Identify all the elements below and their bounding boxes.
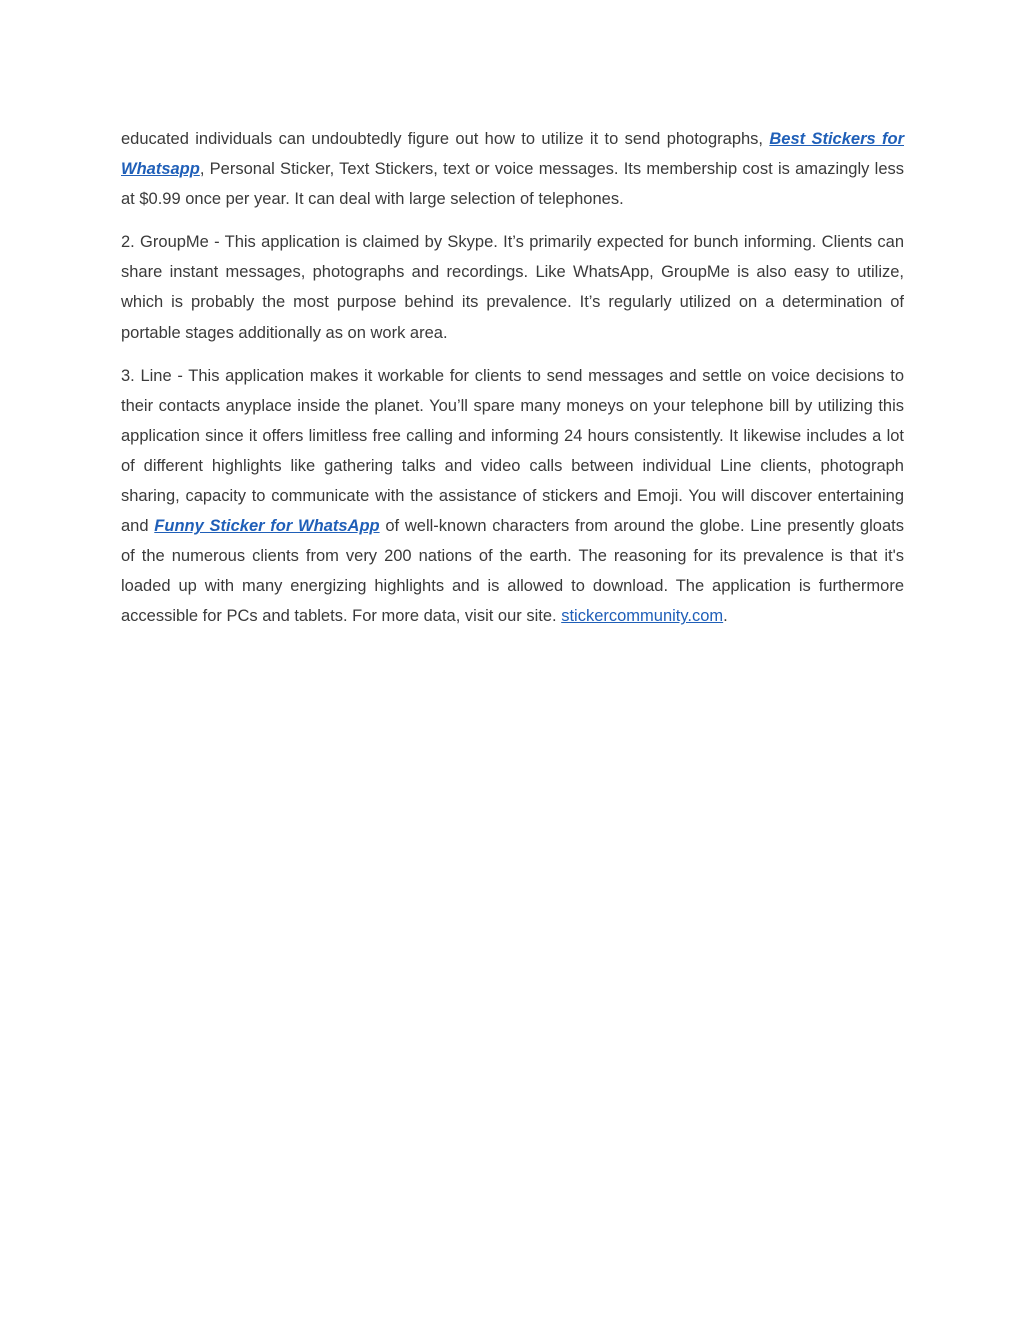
paragraph-line-text-end: .: [723, 607, 728, 626]
document-page: [121, 124, 904, 645]
paragraph-intro-text-end: , Personal Sticker, Text Stickers, text or voice messages. Its membership cost is amazingly less at $0.99 once per year. It can deal with large selection of telephones.: [121, 160, 904, 209]
best-stickers-link[interactable]: Best Stickers for Whatsapp: [121, 130, 904, 179]
paragraph-line-text: 3. Line - This application makes it workable for clients to send messages and settle on voice decisions to their contacts anyplace inside the planet. You’ll spare many moneys on your telephone bill by utilizing this application since it offers limitless free calling and informing 24 hours consistently. It likewise includes a lot of different highlights like gathering talks and video calls between individual Line clients, photograph sharing, capacity to communicate with the assistance of stickers and Emoji. You will discover entertaining and: [121, 366, 904, 536]
paragraph-groupme: [121, 227, 904, 347]
paragraph-intro: [121, 124, 904, 214]
stickercommunity-link[interactable]: stickercommunity.com: [561, 607, 724, 626]
funny-sticker-link[interactable]: Funny Sticker for WhatsApp: [154, 517, 380, 536]
paragraph-line: [121, 361, 904, 632]
paragraph-line-text-middle: of well-known characters from around the globe. Line presently gloats of the numerous clients from very 200 nations of the earth. The reasoning for its prevalence is that it's loaded up with many energizing highlights and is allowed to download. The application is furthermore accessible for PCs and tablets. For more data, visit our site.: [121, 517, 904, 626]
paragraph-intro-text: educated individuals can undoubtedly figure out how to utilize it to send photographs,: [121, 130, 770, 148]
paragraph-groupme-text: 2. GroupMe - This application is claimed by Skype. It’s primarily expected for bunch informing. Clients can share instant messages, photographs and recordings. Like WhatsApp, GroupMe is also easy to utilize, which is probably the most purpose behind its prevalence. It’s regularly utilized on a determination of portable stages additionally as on work area.: [121, 233, 904, 342]
